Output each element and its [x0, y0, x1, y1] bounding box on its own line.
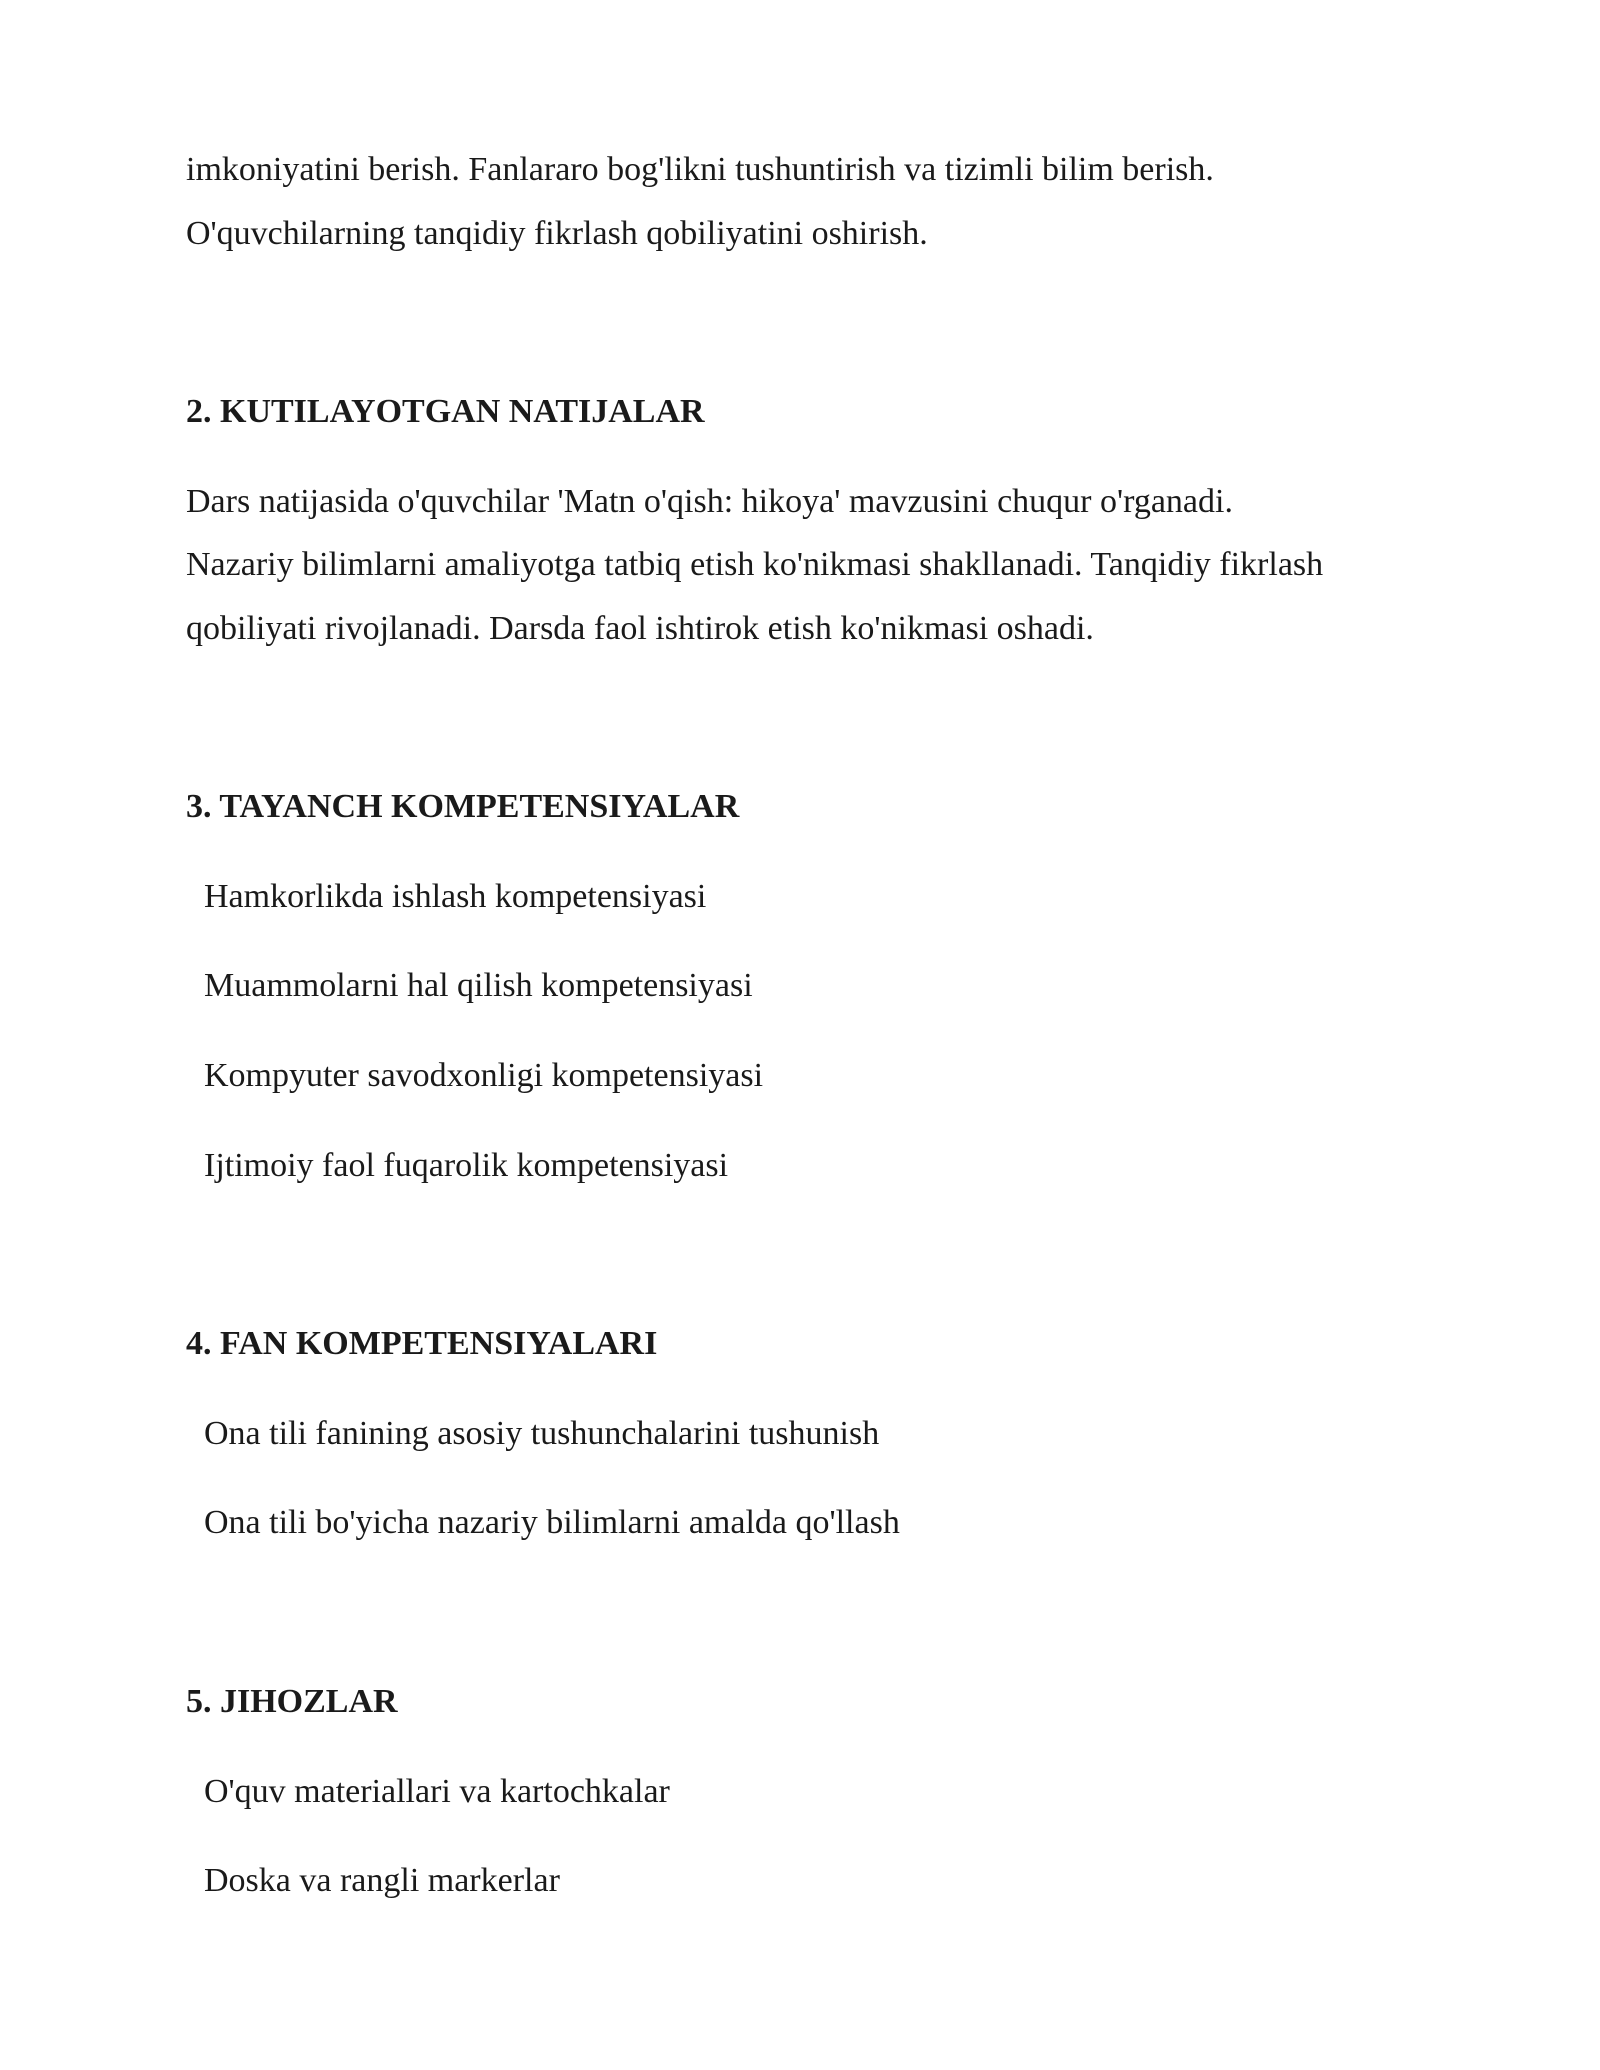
- list-item: Ona tili bo'yicha nazariy bilimlarni amalda qo'llash: [204, 1504, 900, 1541]
- list-item: Muammolarni hal qilish kompetensiyasi: [204, 967, 753, 1004]
- results-line-1: Dars natijasida o'quvchilar 'Matn o'qish: hikoya' mavzusini chuqur o'rganadi.: [186, 483, 1233, 520]
- list-item: Doska va rangli markerlar: [204, 1862, 560, 1899]
- results-line-2: Nazariy bilimlarni amaliyotga tatbiq etish ko'nikmasi shakllanadi. Tanqidiy fikrlash: [186, 546, 1324, 583]
- intro-line-1: imkoniyatini berish. Fanlararo bog'likni tushuntirish va tizimli bilim berish.: [186, 151, 1214, 188]
- section-heading-subject-competencies: 4. FAN KOMPETENSIYALARI: [186, 1325, 658, 1362]
- intro-line-2: O'quvchilarning tanqidiy fikrlash qobiliyatini oshirish.: [186, 215, 928, 252]
- results-line-3: qobiliyati rivojlanadi. Darsda faol ishtirok etish ko'nikmasi oshadi.: [186, 610, 1094, 647]
- section-heading-equipment: 5. JIHOZLAR: [186, 1683, 398, 1720]
- list-item: Hamkorlikda ishlash kompetensiyasi: [204, 878, 707, 915]
- list-item: Kompyuter savodxonligi kompetensiyasi: [204, 1057, 764, 1094]
- section-heading-core-competencies: 3. TAYANCH KOMPETENSIYALAR: [186, 788, 740, 825]
- section-heading-expected-results: 2. KUTILAYOTGAN NATIJALAR: [186, 393, 705, 430]
- list-item: Ona tili fanining asosiy tushunchalarini tushunish: [204, 1415, 880, 1452]
- list-item: Ijtimoiy faol fuqarolik kompetensiyasi: [204, 1147, 729, 1184]
- list-item: O'quv materiallari va kartochkalar: [204, 1773, 670, 1810]
